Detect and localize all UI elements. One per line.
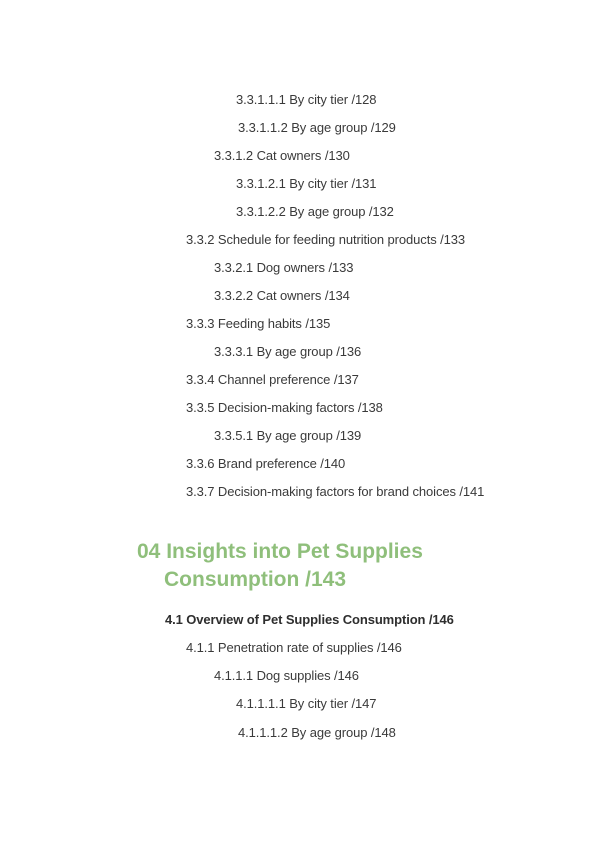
toc-entry: 3.3.4 Channel preference /137	[186, 372, 359, 387]
section-heading-line1: 04 Insights into Pet Supplies	[137, 540, 423, 563]
toc-entry: 3.3.3 Feeding habits /135	[186, 316, 331, 331]
toc-entry: 4.1.1.1 Dog supplies /146	[214, 668, 359, 683]
toc-entry: 3.3.7 Decision-making factors for brand choices /141	[186, 484, 485, 499]
toc-entry: 3.3.3.1 By age group /136	[214, 344, 362, 359]
toc-entry: 4.1.1.1.2 By age group /148	[238, 725, 396, 740]
toc-entry: 3.3.2.1 Dog owners /133	[214, 260, 354, 275]
toc-entry: 3.3.1.2.2 By age group /132	[236, 204, 394, 219]
toc-entry: 3.3.1.2 Cat owners /130	[214, 148, 350, 163]
toc-entry: 4.1.1 Penetration rate of supplies /146	[186, 640, 402, 655]
toc-entry-chapter: 4.1 Overview of Pet Supplies Consumption /146	[165, 612, 454, 627]
toc-entry: 3.3.1.2.1 By city tier /131	[236, 176, 377, 191]
toc-entry: 3.3.1.1.1 By city tier /128	[236, 92, 377, 107]
toc-entry: 3.3.5 Decision-making factors /138	[186, 400, 383, 415]
toc-entry: 3.3.5.1 By age group /139	[214, 428, 362, 443]
section-heading	[137, 538, 423, 594]
toc-entry: 3.3.1.1.2 By age group /129	[238, 120, 396, 135]
toc-entry: 3.3.2 Schedule for feeding nutrition products /133	[186, 232, 466, 247]
toc-entry: 3.3.6 Brand preference /140	[186, 456, 346, 471]
toc-entry: 3.3.2.2 Cat owners /134	[214, 288, 350, 303]
section-heading-line2: Consumption /143	[164, 568, 347, 591]
toc-entry: 4.1.1.1.1 By city tier /147	[236, 696, 377, 711]
